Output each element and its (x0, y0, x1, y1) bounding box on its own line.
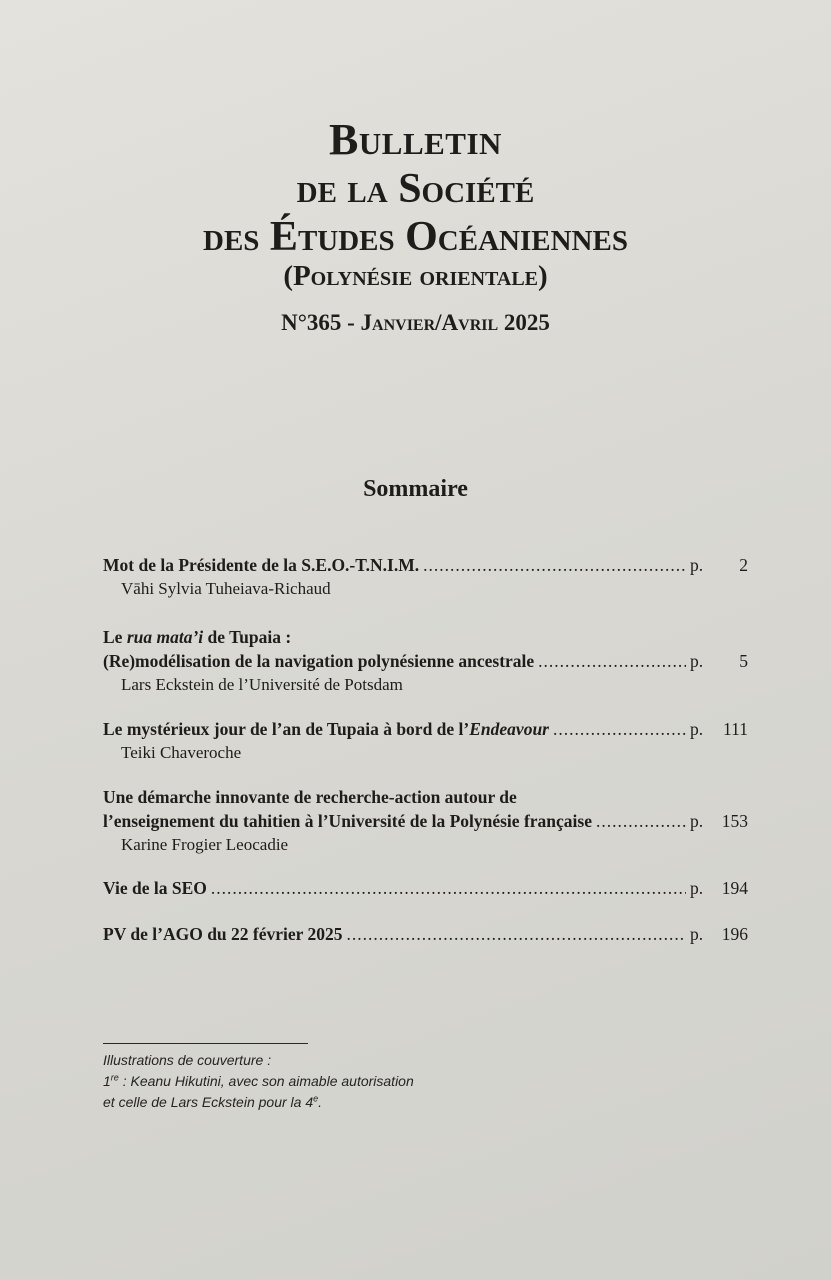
toc-entry (103, 625, 748, 697)
toc-entry-title (103, 717, 549, 741)
toc-entry-author: Vāhi Sylvia Tuheiava-Richaud (121, 579, 331, 598)
credits-text: : Keanu Hikutini, avec son aimable autorisation (118, 1073, 414, 1089)
toc-entry-author: Teiki Chaveroche (121, 743, 242, 762)
toc-entry (103, 717, 748, 765)
page-prefix: p. (690, 555, 704, 575)
journal-title-line-3: des Études Océaniennes (203, 214, 628, 260)
toc-entry-author: Lars Eckstein de l’Université de Potsdam (121, 675, 403, 694)
page-ref (690, 876, 748, 900)
title-italic-text: rua mata’i (126, 627, 204, 647)
page-prefix: p. (690, 924, 704, 944)
title-text: Le (103, 627, 127, 647)
toc-entry-title-first-line: Une démarche innovante de recherche-action autour de (103, 787, 517, 807)
toc-entry-title: Mot de la Présidente de la S.E.O.-T.N.I.M. (103, 555, 420, 575)
journal-title-line-1: Bulletin (329, 115, 502, 164)
toc-entry-title-line (103, 809, 748, 833)
toc-entry-title: PV de l’AGO du 22 février 2025 (103, 924, 343, 944)
sommaire-heading: Sommaire (363, 476, 468, 502)
credits-heading: Illustrations de couverture : (103, 1052, 272, 1068)
toc-entry-title-line (103, 922, 748, 946)
toc-entry-title: Vie de la SEO (103, 878, 207, 898)
journal-title-line-2: de la Société (296, 166, 535, 212)
footnote-divider (103, 1043, 308, 1044)
toc-entry (103, 922, 748, 946)
title-text: Le mystérieux jour de l’an de Tupaia à bord de l’ (103, 719, 470, 739)
toc-entry (103, 553, 748, 601)
page-ref (690, 809, 748, 833)
page-number: 2 (739, 555, 748, 575)
issue-number: N°365 - Janvier/Avril 2025 (281, 310, 550, 335)
toc-entry-title-line (103, 876, 748, 900)
credits-text: 1 (103, 1073, 111, 1089)
toc-entry-author: Karine Frogier Leocadie (121, 835, 289, 854)
toc-entry-title-line (103, 649, 748, 673)
leader-dots (346, 922, 686, 946)
title-italic-text: Endeavour (469, 719, 549, 739)
leader-dots (211, 876, 686, 900)
cover-credits (103, 1050, 414, 1113)
toc-entry-title-first-line (103, 625, 748, 649)
page-number: 5 (739, 651, 748, 671)
credits-superscript: e (313, 1093, 319, 1104)
page-ref (690, 922, 748, 946)
credits-line (103, 1071, 414, 1092)
page-prefix: p. (690, 719, 704, 739)
credits-text: et celle de Lars Eckstein pour la 4 (103, 1094, 314, 1110)
title-text: de Tupaia : (203, 627, 292, 647)
toc-entry-title-line (103, 717, 748, 741)
journal-subtitle: (Polynésie orientale) (283, 260, 548, 292)
page-ref (690, 553, 748, 577)
page-ref (690, 717, 748, 741)
leader-dots (538, 649, 686, 673)
toc-entry (103, 785, 748, 857)
leader-dots (596, 809, 686, 833)
page-number: 153 (721, 811, 748, 831)
page-number: 194 (721, 878, 748, 898)
leader-dots (423, 553, 686, 577)
credits-superscript: re (110, 1072, 119, 1083)
toc-entry (103, 876, 748, 900)
page-ref (690, 649, 748, 673)
page-number: 111 (723, 719, 748, 739)
toc-entry-title: l’enseignement du tahitien à l’Université de la Polynésie française (103, 811, 592, 831)
credits-line (103, 1092, 414, 1113)
page-prefix: p. (690, 651, 704, 671)
leader-dots (553, 717, 686, 741)
credits-text: . (318, 1094, 323, 1110)
page-prefix: p. (690, 811, 704, 831)
toc-entry-title-line (103, 553, 748, 577)
toc-entry-title: (Re)modélisation de la navigation polynésienne ancestrale (103, 651, 535, 671)
page-prefix: p. (690, 878, 704, 898)
page-number: 196 (721, 924, 748, 944)
